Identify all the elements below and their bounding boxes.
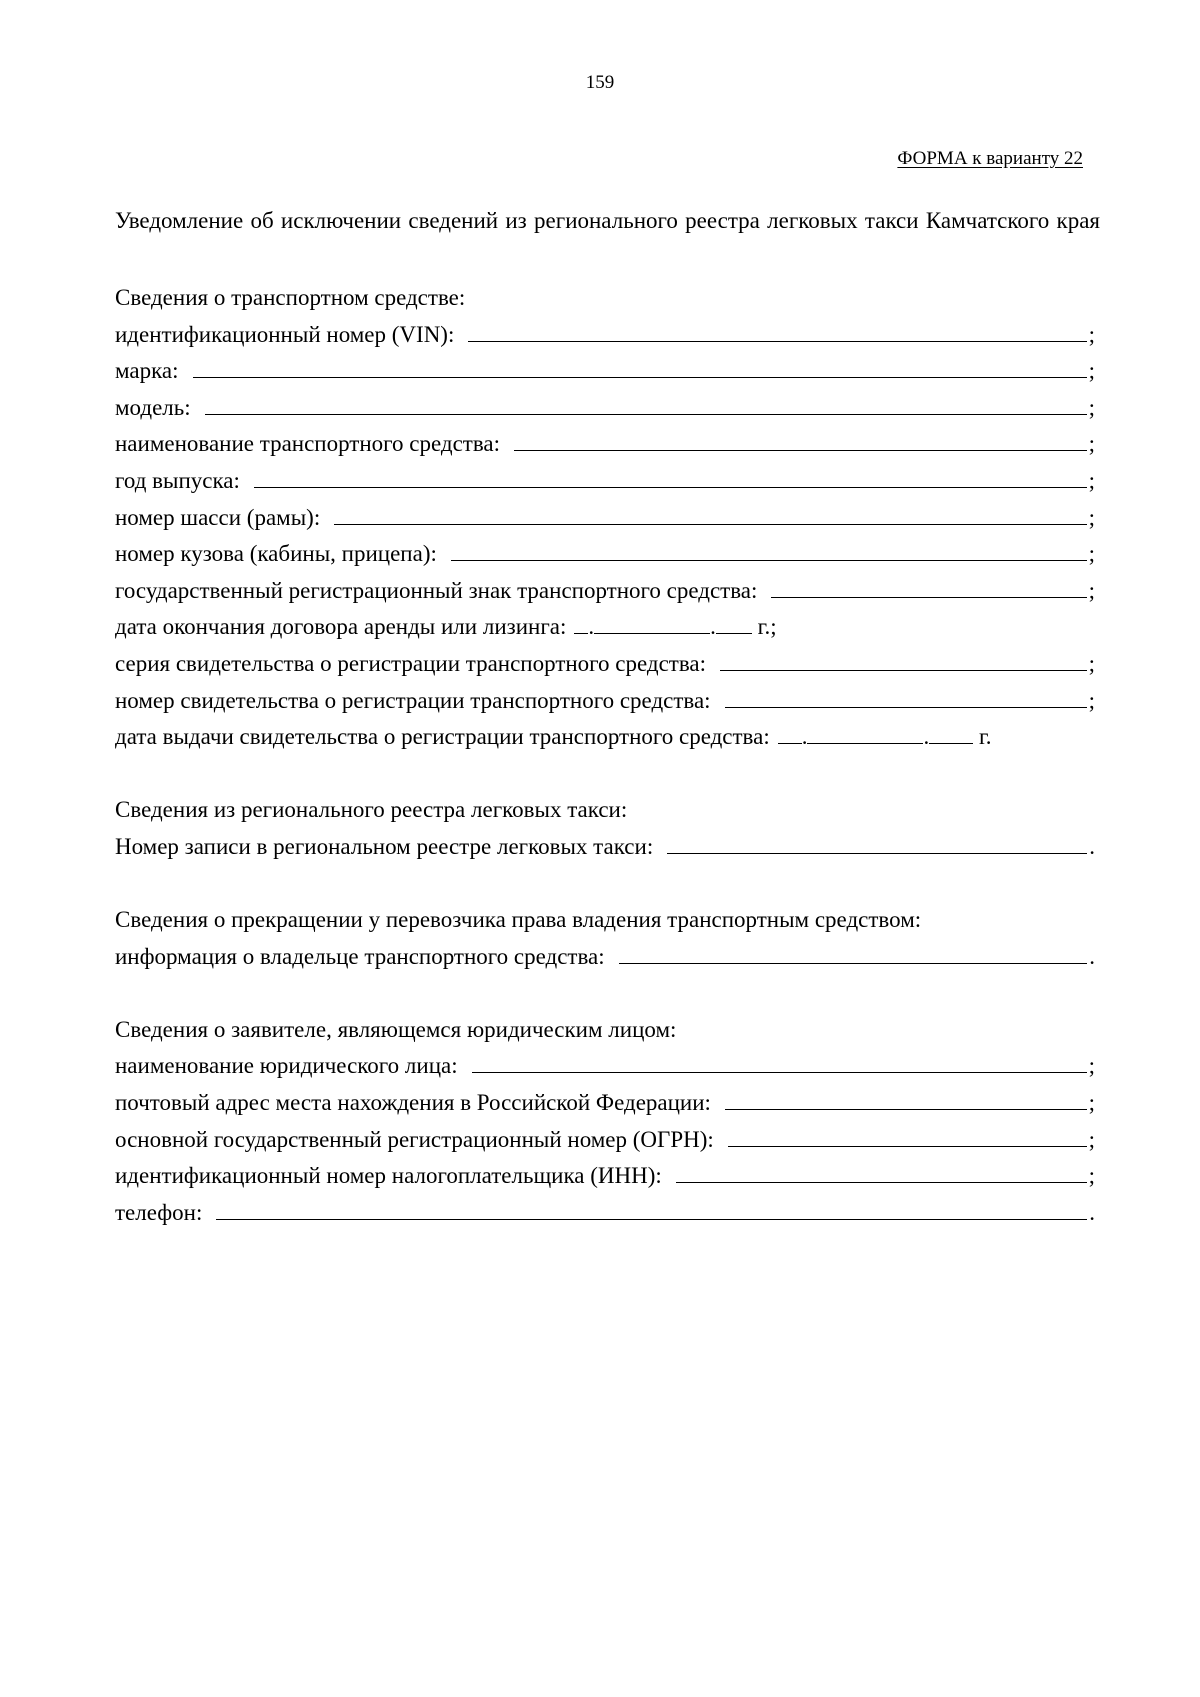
field-label: модель: (115, 394, 191, 420)
field-end: ; (1088, 1053, 1095, 1079)
field-end: ; (1088, 577, 1095, 603)
brand-row (115, 353, 1095, 390)
field-end: ; (1088, 541, 1095, 567)
day-blank[interactable] (778, 721, 802, 744)
chassis-field[interactable] (334, 502, 1086, 525)
owner-info-field[interactable] (619, 941, 1088, 964)
field-end: ; (1088, 467, 1095, 493)
field-label: телефон: (115, 1199, 203, 1225)
chassis-row (115, 500, 1095, 537)
field-end: ; (1088, 1126, 1095, 1152)
vehicle-name-field[interactable] (514, 428, 1087, 451)
brand-field[interactable] (193, 355, 1087, 378)
cert-number-field[interactable] (725, 685, 1087, 708)
field-label: информация о владельце транспортного средства: (115, 943, 605, 969)
cert-number-row (115, 683, 1095, 720)
field-label: основной государственный регистрационный номер (ОГРН): (115, 1126, 714, 1152)
form-body (115, 280, 1095, 1231)
field-label: номер шасси (рамы): (115, 504, 321, 530)
plate-row (115, 573, 1095, 610)
field-label: год выпуска: (115, 467, 240, 493)
field-end: ; (1088, 431, 1095, 457)
field-label: почтовый адрес места нахождения в Российской Федерации: (115, 1090, 711, 1116)
field-label: Номер записи в региональном реестре легковых такси: (115, 833, 654, 859)
field-end: ; (1088, 358, 1095, 384)
body-number-row (115, 536, 1095, 573)
postal-address-field[interactable] (725, 1087, 1087, 1110)
year-field[interactable] (254, 465, 1087, 488)
field-end: . (1089, 943, 1095, 969)
field-label: марка: (115, 358, 179, 384)
field-label: номер свидетельства о регистрации транспортного средства: (115, 687, 711, 713)
vehicle-name-row (115, 426, 1095, 463)
field-label: серия свидетельства о регистрации транспортного средства: (115, 650, 707, 676)
phone-field[interactable] (216, 1197, 1087, 1220)
year-row (115, 463, 1095, 500)
vin-field[interactable] (468, 319, 1086, 342)
field-end: ; (1088, 1163, 1095, 1189)
postal-address-row (115, 1085, 1095, 1122)
field-label: дата выдачи свидетельства о регистрации транспортного средства: (115, 724, 770, 750)
inn-field[interactable] (676, 1160, 1087, 1183)
registry-section-heading: Сведения из регионального реестра легковых такси: (115, 797, 628, 823)
cert-series-field[interactable] (720, 648, 1087, 671)
registry-number-field[interactable] (667, 831, 1087, 854)
field-end: ; (1088, 321, 1095, 347)
field-label: наименование юридического лица: (115, 1053, 458, 1079)
vehicle-section-heading: Сведения о транспортном средстве: (115, 285, 466, 310)
field-end: ; (1088, 687, 1095, 713)
year-suffix: г.; (757, 614, 777, 640)
cert-issue-date-row (115, 719, 1095, 756)
field-end: . (1089, 1199, 1095, 1225)
document-title: Уведомление об исключении сведений из регионального реестра легковых такси Камчатского края (115, 208, 1100, 233)
year-blank[interactable] (716, 611, 752, 634)
org-name-row (115, 1048, 1095, 1085)
registry-number-row (115, 829, 1095, 866)
lease-end-date-row (115, 609, 1095, 646)
model-field[interactable] (205, 392, 1087, 415)
model-row (115, 390, 1095, 427)
field-label: идентификационный номер налогоплательщика (ИНН): (115, 1163, 662, 1189)
field-end: ; (1088, 504, 1095, 530)
phone-row (115, 1195, 1095, 1232)
month-blank[interactable] (807, 721, 923, 744)
field-end: . (1089, 833, 1095, 859)
lease-end-date-field[interactable]: . . г.; (574, 609, 776, 646)
body-number-field[interactable] (451, 538, 1087, 561)
ownership-section-heading: Сведения о прекращении у перевозчика права владения транспортным средством: (115, 907, 922, 933)
inn-row (115, 1158, 1095, 1195)
field-end: ; (1088, 394, 1095, 420)
page-number: 159 (585, 72, 615, 93)
plate-field[interactable] (771, 575, 1086, 598)
org-name-field[interactable] (472, 1050, 1087, 1073)
field-label: номер кузова (кабины, прицепа): (115, 541, 437, 567)
vin-row (115, 317, 1095, 354)
year-suffix: г. (978, 724, 992, 750)
ogrn-field[interactable] (728, 1124, 1087, 1147)
field-label: дата окончания договора аренды или лизинга: (115, 614, 567, 640)
applicant-section-heading: Сведения о заявителе, являющемся юридическим лицом: (115, 1016, 677, 1042)
ogrn-row (115, 1122, 1095, 1159)
cert-issue-date-field[interactable]: . . г. (778, 719, 992, 756)
field-end: ; (1088, 1090, 1095, 1116)
field-end: ; (1088, 650, 1095, 676)
field-label: государственный регистрационный знак транспортного средства: (115, 577, 758, 603)
field-label: наименование транспортного средства: (115, 431, 501, 457)
year-blank[interactable] (929, 721, 973, 744)
cert-series-row (115, 646, 1095, 683)
owner-info-row (115, 939, 1095, 976)
month-blank[interactable] (594, 611, 710, 634)
day-blank[interactable] (574, 611, 588, 634)
field-label: идентификационный номер (VIN): (115, 321, 455, 347)
form-reference: ФОРМА к варианту 22 (897, 148, 1083, 169)
